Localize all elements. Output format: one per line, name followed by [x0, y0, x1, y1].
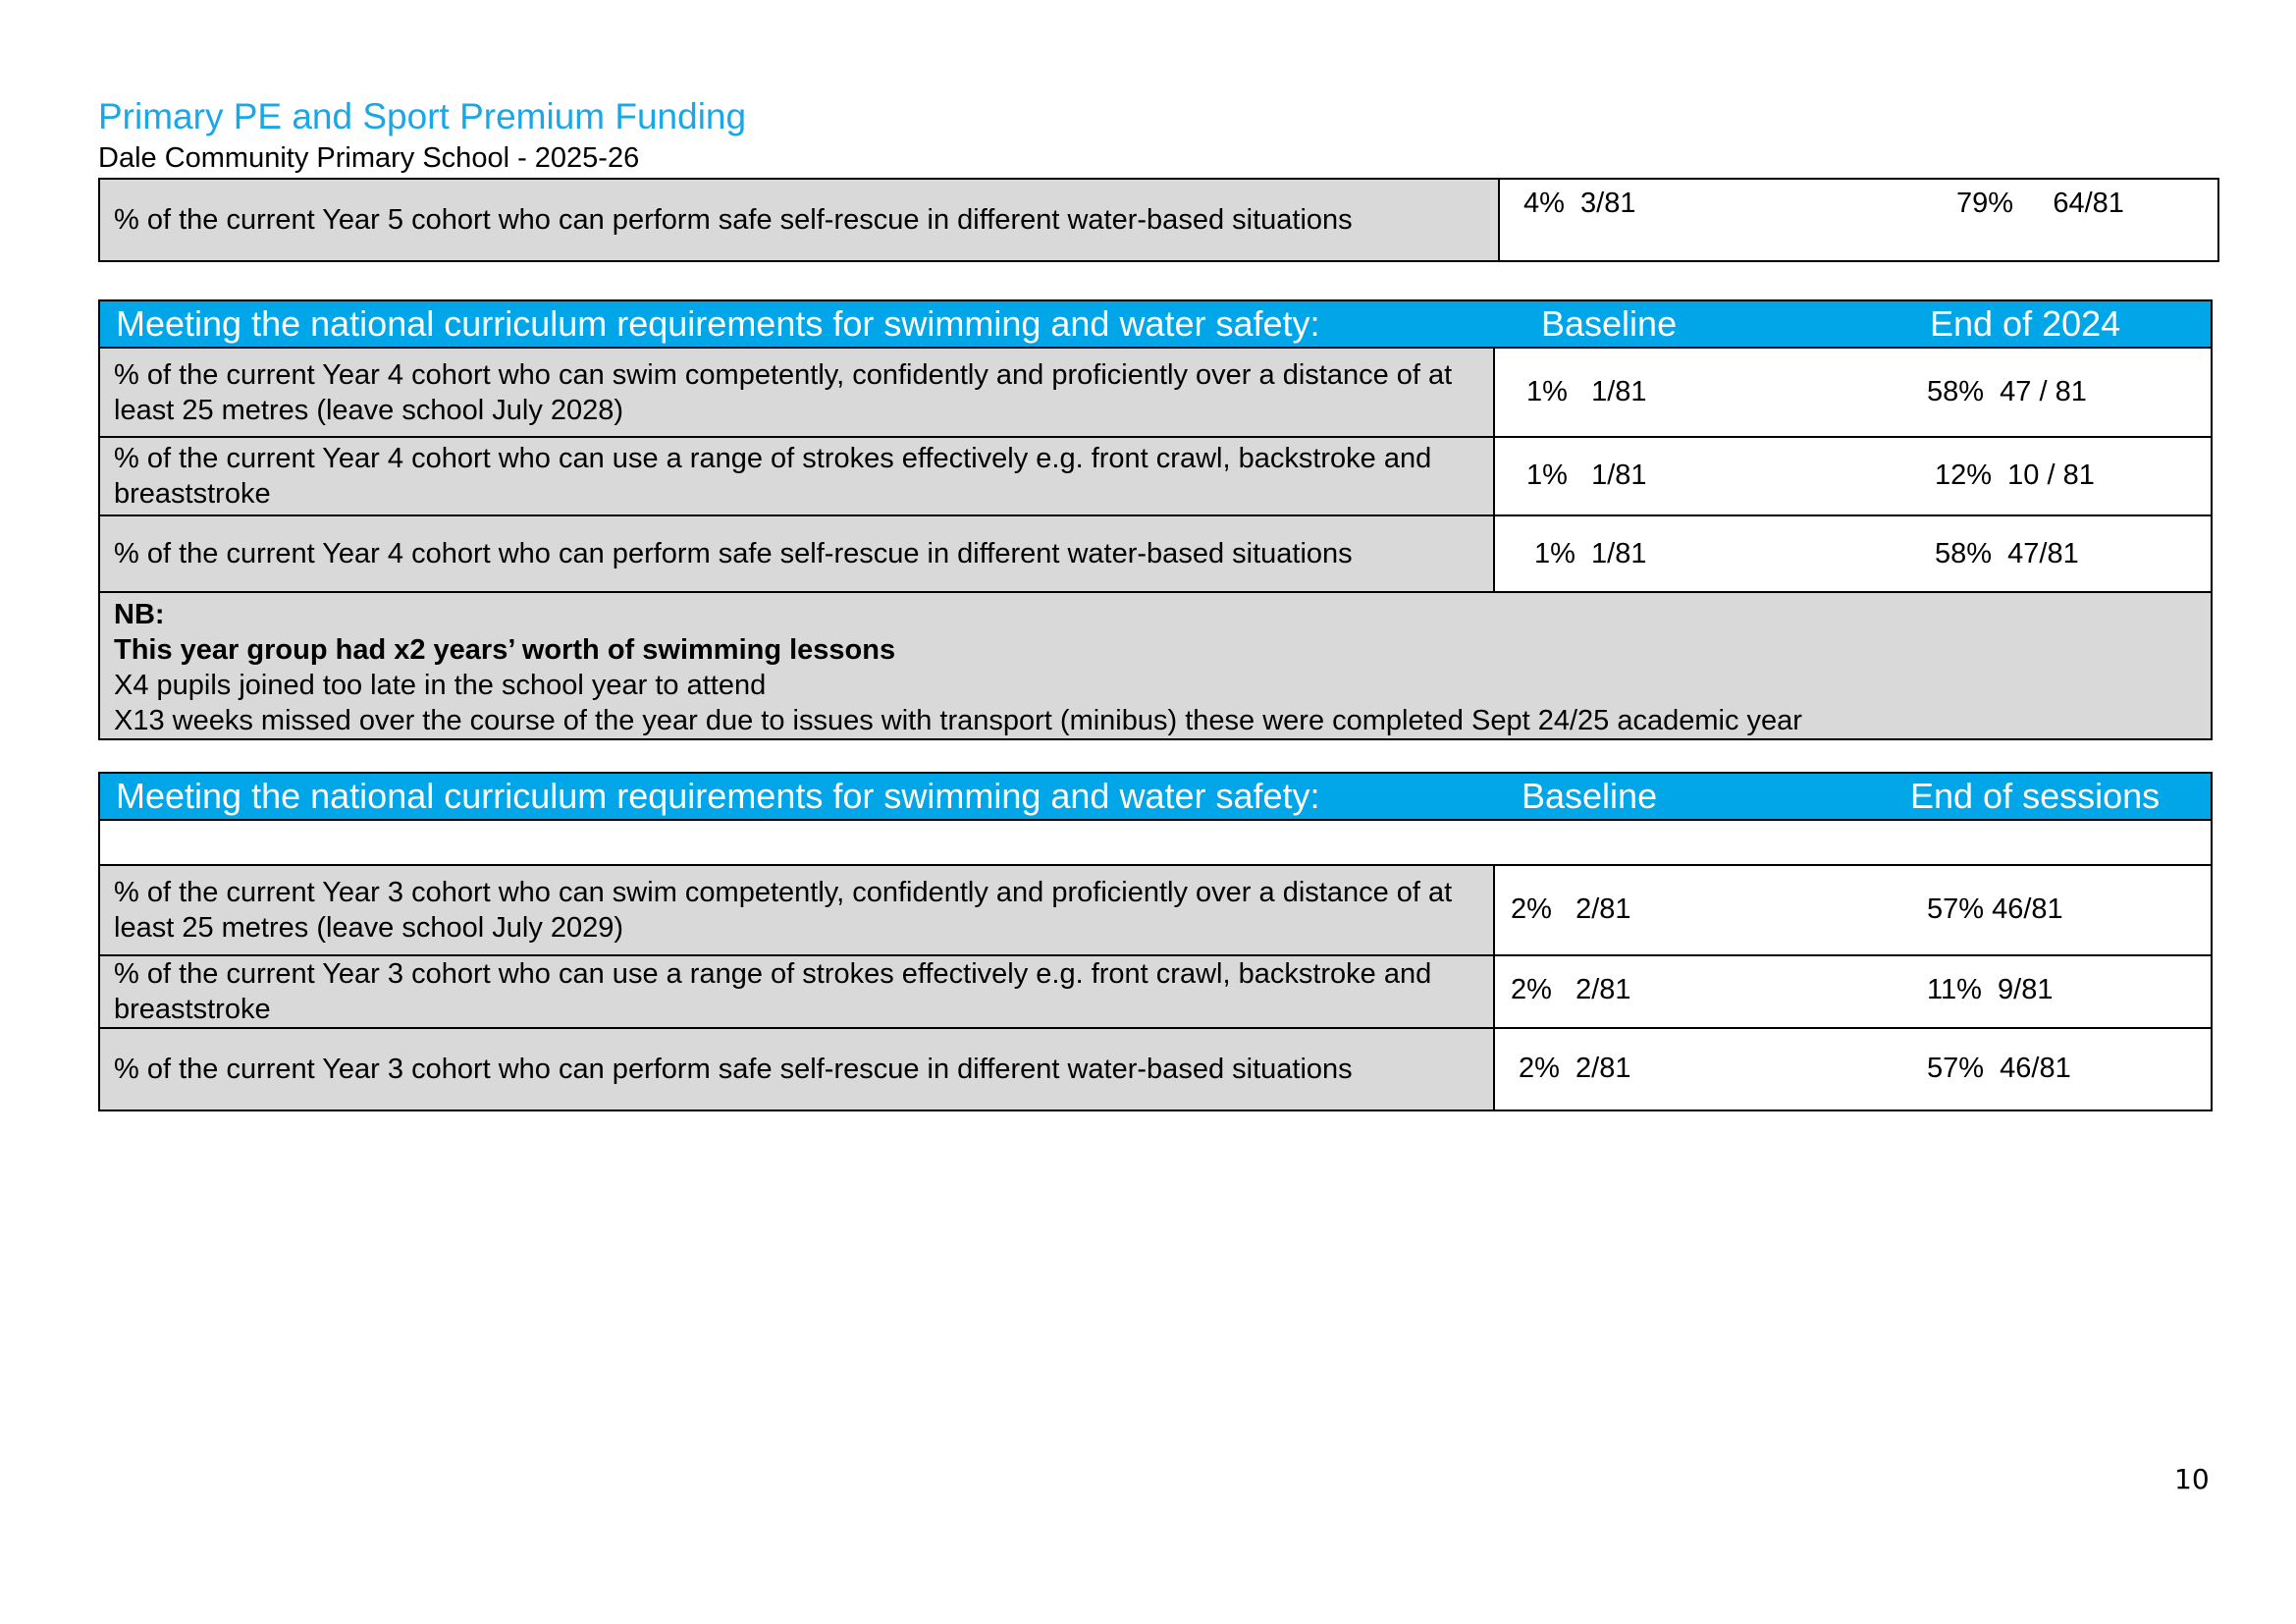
baseline-value: 2% 2/81 [1519, 1053, 1631, 1084]
results-cell [1494, 515, 2212, 592]
baseline-value: 2% 2/81 [1511, 974, 1631, 1005]
question-cell: % of the current Year 4 cohort who can use a range of strokes effectively e.g. front crawl, backstroke and breaststroke [99, 437, 1494, 515]
header-cell [99, 773, 2212, 820]
header-cell [99, 300, 2212, 348]
note-label: NB: [114, 599, 165, 630]
note-cell [99, 592, 2212, 739]
table-row [99, 1028, 2212, 1110]
question-cell: % of the current Year 3 cohort who can swim competently, confidently and proficiently over a distance of at least 25 metres (leave school July 2029) [99, 865, 1494, 955]
results-cell [1494, 865, 2212, 955]
question-cell: % of the current Year 4 cohort who can perform safe self-rescue in different water-based situations [99, 515, 1494, 592]
table-row [99, 437, 2212, 515]
end-value: 57% 46/81 [1927, 893, 2063, 925]
question-cell: % of the current Year 4 cohort who can swim competently, confidently and proficiently over a distance of at least 25 metres (leave school July 2028) [99, 348, 1494, 437]
header-baseline: Baseline [1522, 776, 1658, 816]
end-value: 79% 64/81 [1956, 188, 2124, 219]
baseline-value: 1% 1/81 [1526, 376, 1647, 407]
results-cell [1494, 437, 2212, 515]
note-row [99, 592, 2212, 739]
end-value: 12% 10 / 81 [1935, 460, 2095, 491]
table-row [99, 865, 2212, 955]
results-cell [1494, 348, 2212, 437]
page-title: Primary PE and Sport Premium Funding [98, 96, 747, 136]
year4-table [98, 299, 2213, 740]
results-cell [1494, 1028, 2212, 1110]
table-row [99, 179, 2218, 261]
empty-row [99, 820, 2212, 865]
baseline-value: 1% 1/81 [1526, 460, 1647, 491]
header-end: End of sessions [1910, 776, 2161, 816]
results-cell [1494, 955, 2212, 1028]
table-row [99, 955, 2212, 1028]
end-value: 58% 47/81 [1935, 538, 2079, 569]
results-cell [1499, 179, 2218, 261]
school-subtitle: Dale Community Primary School - 2025-26 [98, 142, 640, 174]
page-number: 10 [2174, 1463, 2210, 1495]
baseline-value: 1% 1/81 [1534, 538, 1647, 569]
note-line: X4 pupils joined too late in the school year to attend [114, 670, 767, 701]
table-header [99, 773, 2212, 820]
empty-cell [99, 820, 2212, 865]
end-value: 58% 47 / 81 [1927, 376, 2087, 407]
table-row [99, 348, 2212, 437]
question-cell: % of the current Year 5 cohort who can perform safe self-rescue in different water-based situations [99, 179, 1499, 261]
baseline-value: 4% 3/81 [1523, 188, 1636, 219]
question-cell: % of the current Year 3 cohort who can use a range of strokes effectively e.g. front crawl, backstroke and breaststroke [99, 955, 1494, 1028]
table-header [99, 300, 2212, 348]
end-value: 57% 46/81 [1927, 1053, 2071, 1084]
header-title: Meeting the national curriculum requirements for swimming and water safety: [116, 303, 1320, 344]
baseline-value: 2% 2/81 [1511, 893, 1631, 925]
header-end: End of 2024 [1930, 303, 2121, 344]
year3-table [98, 772, 2213, 1111]
header-title: Meeting the national curriculum requirements for swimming and water safety: [116, 776, 1320, 816]
year5-table [98, 178, 2219, 262]
question-cell: % of the current Year 3 cohort who can perform safe self-rescue in different water-based situations [99, 1028, 1494, 1110]
end-value: 11% 9/81 [1927, 974, 2054, 1005]
header-baseline: Baseline [1541, 303, 1678, 344]
table-row [99, 515, 2212, 592]
note-line: X13 weeks missed over the course of the year due to issues with transport (minibus) these were completed Sept 24/25 academic year [114, 705, 1802, 736]
note-bold-line: This year group had x2 years’ worth of swimming lessons [114, 634, 896, 666]
